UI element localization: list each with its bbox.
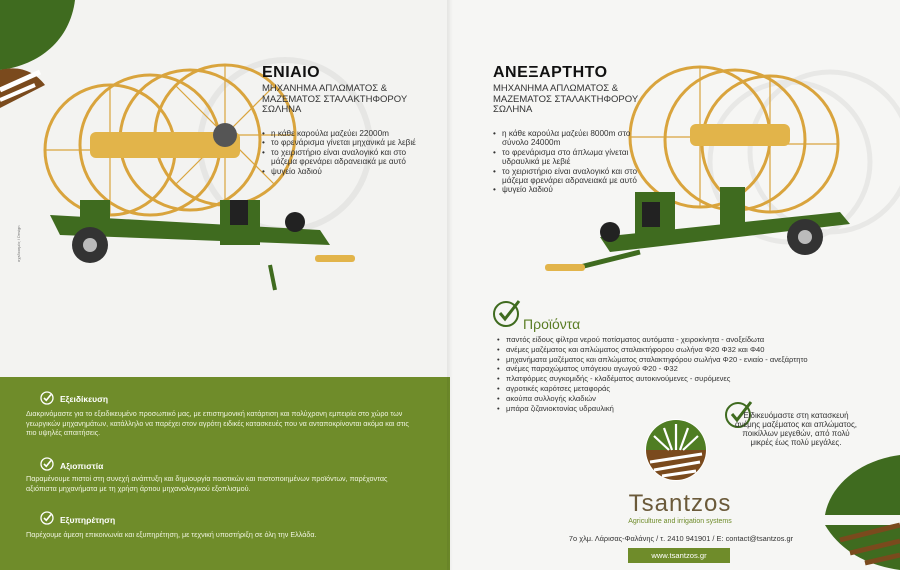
contact-line: 7ο χλμ. Λάρισας-Φαλάνης / τ. 2410 941901 / E: contact@tsantzos.gr <box>568 534 794 543</box>
left-subtitle: ΜΗΧΑΝΗΜΑ ΑΠΛΩΜΑΤΟΣ & ΜΑΖΕΜΑΤΟΣ ΣΤΑΛΑΚΤΗΦΟΡΟΥ ΣΩΛΗΝΑ <box>262 83 408 115</box>
list-item: • μηχανήματα μαζέματος και απλώματος σταλακτηφόρου σωλήνα Φ20 - ενιαίο - ανεξάρτητο <box>496 355 856 365</box>
list-item: • η κάθε καρούλα μαζεύει 8000m στο σύνολο 24000m <box>493 129 658 148</box>
list-item: • το χειριστήριο είναι αναλογικό και στο μάζεμα φρενάρει αδρανειακά με αυτό <box>493 167 658 186</box>
list-item: • ανέμες παραχώματος υπόγειου αγωγού Φ20 - Φ32 <box>496 364 856 374</box>
list-item: • παντός είδους φίλτρα νερού ποτίσματος αυτόματα - χειροκίνητα - ανοξείδωτα <box>496 335 856 345</box>
right-title: ΑΝΕΞΑΡΤΗΤΟ <box>493 64 608 81</box>
page-fold <box>447 0 453 570</box>
specialty-text: Ειδικευόμαστε στη κατασκευή ανέμης μαζέματος και απλώματος, ποικίλλων μεγεθών, από πολύ μικρές έως πολύ μεγάλες. <box>734 411 858 447</box>
list-item: • πλατφόρμες συγκομιδής - κλαδέματος αυτοκινούμενες - συρόμενες <box>496 374 856 384</box>
list-item: • το φρενάρισμα στο άπλωμα γίνεται υδραυλικά με λεβιέ <box>493 148 658 167</box>
leaf-decoration-icon <box>820 455 900 570</box>
brand-tagline: Agriculture and irrigation systems <box>628 518 732 525</box>
check-icon <box>40 511 54 525</box>
check-icon <box>40 391 54 405</box>
right-subtitle: ΜΗΧΑΝΗΜΑ ΑΠΛΩΜΑΤΟΣ & ΜΑΖΕΜΑΤΟΣ ΣΤΑΛΑΚΤΗΦΟΡΟΥ ΣΩΛΗΝΑ <box>493 83 639 115</box>
list-item: • ψυγείο λαδιού <box>493 185 658 194</box>
check-icon <box>40 457 54 471</box>
website-link[interactable]: www.tsantzos.gr <box>628 548 730 563</box>
feature-title: Εξειδίκευση <box>60 394 109 404</box>
products-title: Προϊόντα <box>523 316 581 332</box>
feature-text: Παρέχουμε άμεση επικοινωνία και εξυπηρέτηση, με τεχνική υποστήριξη σε όλη την Ελλάδα. <box>26 530 317 539</box>
list-item: • το φρενάρισμα γίνεται μηχανικά με λεβιέ <box>262 138 427 147</box>
brand-name: Tsantzos <box>628 490 732 517</box>
check-icon <box>492 298 522 328</box>
feature-text: Διακρινόμαστε για το εξειδικευμένο προσωπικό μας, με επιστημονική κατάρτιση και πολύχρονη εμπειρία στο χώρο των γεωργικών μηχανημάτων, κατάλληλο να παρέχει στον αγρότη ειδικές κατασκευές που να ανταποκρίνονται ακόμα και στις πιο υψηλές απαιτήσεις. <box>26 409 409 438</box>
left-title: ΕΝΙΑΙΟ <box>262 64 321 81</box>
list-item: • το χειριστήριο είναι αναλογικό και στο μάζεμα φρενάρει αδρανειακά με αυτό <box>262 148 427 167</box>
list-item: • μπάρα ζιζανιοκτονίας υδραυλική <box>496 404 856 414</box>
list-item: • αγροτικές καρότσες μεταφοράς <box>496 384 856 394</box>
feature-text: Παραμένουμε πιστοί στη συνεχή ανάπτυξη και δημιουργία ποιοτικών και πιστοποιημένων προϊόντων, παρέχοντας αξιόπιστα μηχανήματα με τη χρήση άρτιου μηχανολογικού εξοπλισμού. <box>26 474 388 493</box>
right-bullet-list <box>493 129 658 195</box>
list-item: • η κάθε καρούλα μαζεύει 22000m <box>262 129 427 138</box>
side-credit: σχεδιασμός / Design <box>16 225 21 262</box>
company-logo-icon <box>644 418 708 482</box>
list-item: • ψυγείο λαδιού <box>262 167 427 176</box>
feature-title: Αξιοπιστία <box>60 461 104 471</box>
feature-title: Εξυπηρέτηση <box>60 515 116 525</box>
list-item: • ακούπα συλλογής κλαδιών <box>496 394 856 404</box>
list-item: • ανέμες μαζέματος και απλώματος σταλακτήφορου σωλήνα Φ20 Φ32 και Φ40 <box>496 345 856 355</box>
products-list <box>496 335 856 413</box>
left-bullet-list <box>262 129 427 176</box>
